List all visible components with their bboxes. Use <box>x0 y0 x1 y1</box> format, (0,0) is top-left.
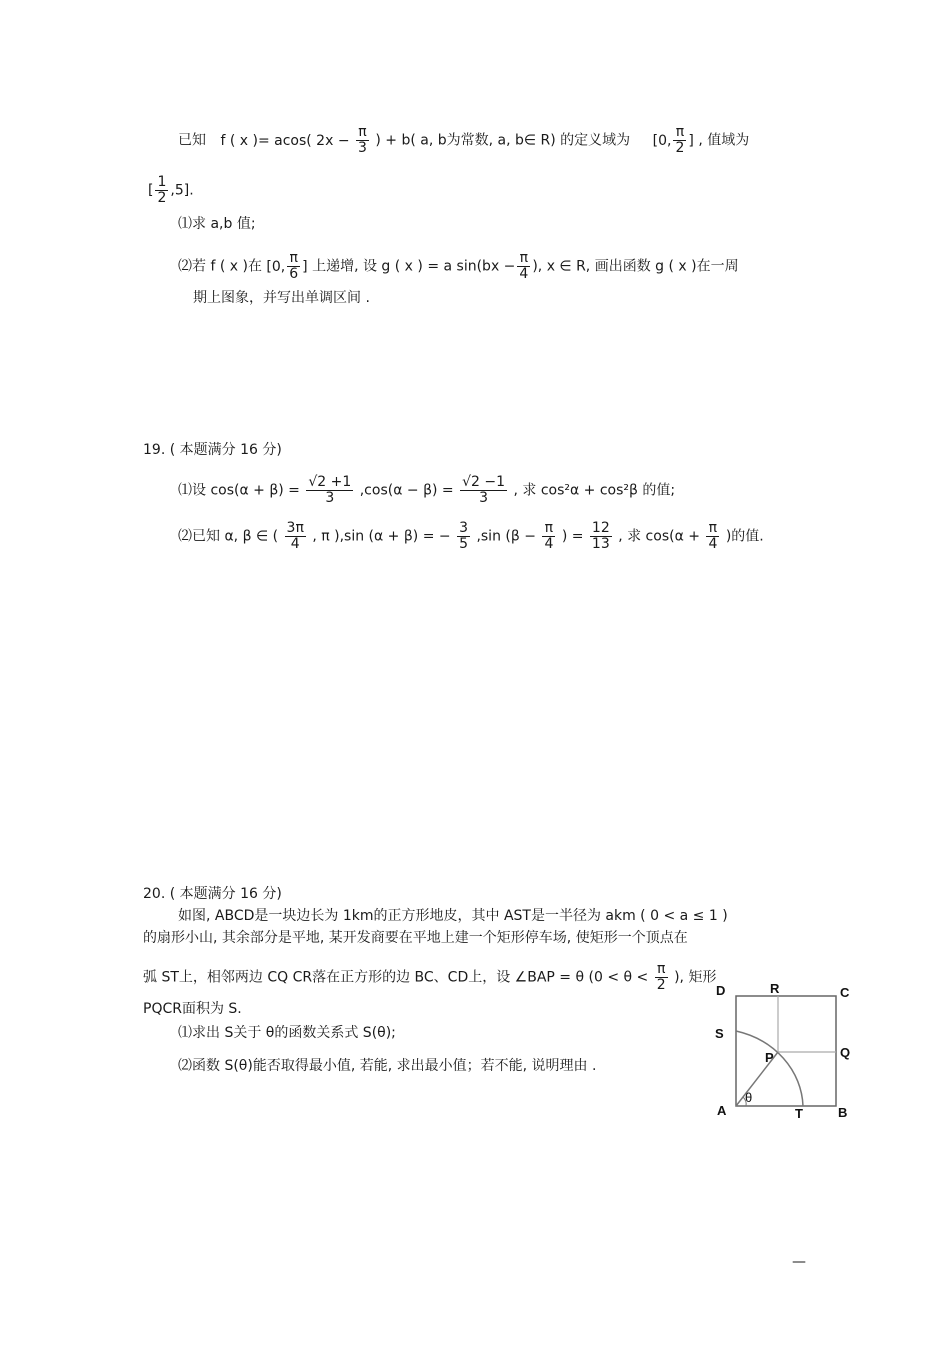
q19-frac-a: $\frac{√2 +1}{3}$ <box>308 474 352 506</box>
q20-line3: 弧 ST上，相邻两边 CQ CR落在正方形的边 BC、CD上，设 ∠BAP = θ (0 < θ < $\frac{\pi}{2}$ ), 矩形 <box>143 961 717 993</box>
page-footer-mark: — <box>792 1254 806 1270</box>
q18-range-label: , 值域为 <box>698 132 750 149</box>
q19-frac-3-5: $\frac{3}{5}$ <box>459 520 468 552</box>
q20-line2: 的扇形小山, 其余部分是平地, 某开发商要在平地上建一个矩形停车场, 使矩形一个顶点在 <box>143 930 688 946</box>
label-d: D <box>716 983 726 998</box>
q18-line2: [ $\frac{1}{2}$ ,5]. <box>148 174 194 206</box>
q20-header: 20. ( 本题满分 16 分) <box>143 886 282 902</box>
q19-frac-12-13: $\frac{12}{13}$ <box>591 520 610 552</box>
q19-frac-pi4-a: $\frac{\pi}{4}$ <box>544 520 554 552</box>
label-p: P <box>765 1050 774 1065</box>
q18-part2-cont: 期上图象，并写出单调区间 . <box>193 290 370 306</box>
label-theta: θ <box>745 1090 753 1105</box>
label-s: S <box>715 1026 724 1041</box>
q18-part2-interval: [0, $\frac{\pi}{6}$ ] <box>266 250 308 282</box>
label-r: R <box>770 981 780 996</box>
label-c: C <box>840 985 850 1000</box>
q19-header: 19. ( 本题满分 16 分) <box>143 442 282 458</box>
q19-frac-3pi4: $\frac{3\pi}{4}$ <box>286 520 304 552</box>
q19-part2: ⑵已知 α, β ∈ ( $\frac{3\pi}{4}$ , π ),sin (α + β) = − $\frac{3}{5}$ ,sin (β − $\frac{\pi}{4}$ ) = $\frac{12}{13}$ , 求 cos(α + $\frac{\pi}{4}$ )的值. <box>178 520 764 552</box>
q18-frac-pi-3: $\frac{\pi}{3}$ <box>358 124 367 156</box>
q18-part1: ⑴求 a,b 值; <box>178 216 256 232</box>
q19-frac-pi4-b: $\frac{\pi}{4}$ <box>708 520 718 552</box>
label-t: T <box>795 1106 803 1121</box>
q18-domain-interval: [0, $\frac{\pi}{2}$ ] <box>652 124 694 156</box>
q20-line1: 如图, ABCD是一块边长为 1km的正方形地皮，其中 AST是一半径为 akm ( 0 < a ≤ 1 ) <box>178 908 728 924</box>
label-b: B <box>838 1105 848 1120</box>
q18-intro: 已知 <box>178 132 206 149</box>
q18-domain-text: ) + b( a, b为常数, a, b∈ R) 的定义域为 <box>375 132 631 149</box>
q20-part2: ⑵函数 S(θ)能否取得最小值, 若能, 求出最小值；若不能, 说明理由 . <box>178 1058 597 1074</box>
q18-function: f ( x )= acos( 2x − <box>220 132 350 149</box>
q19-part1: ⑴设 cos(α + β) = $\frac{√2 +1}{3}$ ,cos(α − β) = $\frac{√2 -1}{3}$ , 求 cos²α + cos²β 的值; <box>178 474 676 506</box>
q18-line1 <box>178 125 749 156</box>
label-q: Q <box>840 1045 851 1060</box>
q18-part2: ⑵若 f ( x )在 [0, $\frac{\pi}{6}$ ] 上递增, 设 g ( x ) = a sin(bx − $\frac{\pi}{4}$ ), x ∈ R, 画出函数 g ( x )在一周 <box>178 250 739 282</box>
q20-part1: ⑴求出 S关于 θ的函数关系式 S(θ); <box>178 1025 396 1041</box>
q20-figure <box>710 980 860 1125</box>
q20-frac-pi-2: $\frac{\pi}{2}$ <box>656 961 666 993</box>
q19-frac-b: $\frac{√2 -1}{3}$ <box>462 474 506 506</box>
q18-frac-half: $\frac{1}{2}$ <box>157 174 167 206</box>
q20-line4: PQCR面积为 S. <box>143 1001 242 1017</box>
label-a: A <box>717 1103 727 1118</box>
